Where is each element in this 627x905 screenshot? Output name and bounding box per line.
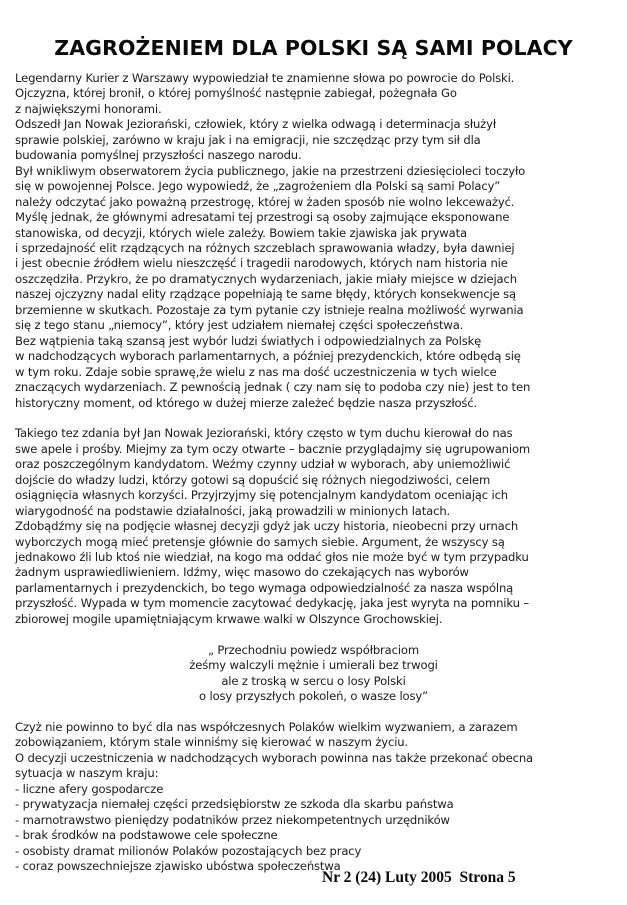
text-line: Legendarny Kurier z Warszawy wypowiedział te znamienne słowa po powrocie do Polski.: [15, 71, 515, 85]
paragraph-conclusion: [15, 720, 615, 782]
text-line: naszej ojczyzny nadal elity rządzące popełniają te same błędy, których konsekwencje są: [15, 287, 516, 302]
text-line: żadnym usprawiedliwieniem. Idźmy, więc masowo do czekających nas wyborów: [15, 565, 469, 580]
text-line: sytuacja w naszym kraju:: [15, 766, 159, 781]
paragraph-gap: [15, 705, 615, 720]
issue-info: Nr 2 (24) Luty 2005: [322, 869, 452, 886]
text-line: wiarygodność na podstawie działalności, jaką prowadzili w minionych latach.: [15, 503, 451, 518]
paragraph-appeal: [15, 426, 615, 627]
list-item: - brak środków na podstawowe cele społeczne: [15, 828, 278, 843]
text-line: znaczących wydarzeniach. Z pewnością jednak ( czy nam się to podoba czy nie) jest to ten: [15, 380, 531, 395]
text-line: budowania pomyślnej przyszłości naszego narodu.: [15, 148, 302, 163]
text-line: w nadchodzących wyborach parlamentarnych, a później prezydenckich, które odbędą się: [15, 349, 521, 364]
paragraph-gap: [15, 411, 615, 426]
text-line: O decyzji uczestniczenia w nadchodzących wyborach powinna nas także przekonać obecna: [15, 750, 534, 765]
text-line: Myślę jednak, że głównymi adresatami tej przestrogi są osoby zajmujące eksponowane: [15, 210, 510, 225]
text-line: przyszłość. Wypada w tym momencie zacytować dedykację, jaka jest wyryta na pomniku –: [15, 596, 529, 611]
text-line: się z tego stanu „niemocy”, który jest udziałem niemałej części społeczeństwa.: [15, 318, 464, 333]
article-title: ZAGROŻENIEM DLA POLSKI SĄ SAMI POLACY: [54, 36, 573, 60]
page-number: Strona 5: [459, 869, 516, 886]
text-line: zbiorowej mogile upamiętniającym krwawe walki w Olszynce Grochowskiej.: [15, 611, 443, 626]
issues-list: [15, 782, 615, 875]
text-line: wyborczych mogą mieć pretensje głównie do samych siebie. Argument, że wszyscy są: [15, 534, 505, 549]
text-line: i sprzedajność elit rządzących na różnych szczeblach sprawowania władzy, była dawniej: [15, 240, 515, 255]
text-line: Zdobądźmy się na podjęcie własnej decyzji gdyż jak uczy historia, nieobecni przy urnach: [15, 519, 519, 534]
text-line: brzemienne w skutkach. Pozostaje za tym pytanie czy istnieje realna możliwość wyrwania: [15, 302, 524, 317]
text-line: stanowiska, od decyzji, których wiele zależy. Bowiem takie zjawiska jak prywata: [15, 225, 467, 240]
paragraph-intro: [15, 71, 615, 411]
poem-line: „ Przechodniu powiedz współbraciom: [207, 642, 420, 657]
poem-line: ale z troską w sercu o losy Polski: [221, 673, 406, 688]
poem-line: o losy przyszłych pokoleń, o wasze losy”: [199, 689, 428, 704]
text-line: Ojczyzna, której bronił, o której pomyślność następnie zabiegał, pożegnała Go: [15, 86, 457, 101]
list-item: - marnotrawstwo pieniędzy podatników przez niekompetentnych urzędników: [15, 812, 450, 827]
text-line: należy odczytać jako poważną przestrogę, której w żaden sposób nie wolno lekceważyć.: [15, 194, 515, 209]
text-line: jednakowo źli lub ktoś nie wiedział, na kogo ma oddać głos nie może być w tym przypadku: [15, 550, 529, 565]
memorial-inscription: [15, 643, 612, 705]
list-item: - liczne afery gospodarcze: [15, 781, 164, 796]
text-line: z największymi honorami.: [15, 101, 162, 116]
paragraph-gap: [15, 627, 615, 642]
text-line: sprawie polskiej, zarówno w kraju jak i na emigracji, nie szczędząc przy tym sił dla: [15, 132, 481, 147]
text-line: Był wnikliwym obserwatorem życia publicznego, jakie na przestrzeni dziesięcioleci toczyło: [15, 163, 526, 178]
text-line: w tym roku. Zdaje sobie sprawę,że wielu z nas ma dość uczestniczenia w tych wielce: [15, 364, 497, 379]
text-line: się w powojennej Polsce. Jego wypowiedź, że „zagrożeniem dla Polski są sami Polacy”: [15, 179, 501, 194]
list-item: - osobisty dramat milionów Polaków pozostających bez pracy: [15, 843, 362, 858]
text-line: i jest obecnie źródłem wielu nieszczęść i tragedii narodowych, których nam historia nie: [15, 256, 508, 271]
text-line: dojście do władzy ludzi, którzy gotowi są dopuścić się różnych niegodziwości, celem: [15, 472, 491, 487]
text-line: parlamentarnych i prezydenckich, bo tego wymaga odpowiedzialność za nasza wspólną: [15, 580, 514, 595]
text-line: Takiego tez zdania był Jan Nowak Jeziorański, który często w tym duchu kierował do nas: [15, 426, 513, 441]
list-item: - coraz powszechniejsze zjawisko ubóstwa społeczeństwa: [15, 859, 341, 874]
article-body: [15, 71, 615, 875]
text-line: zobowiązaniem, którym stale winniśmy się kierować w naszym życiu.: [15, 735, 408, 750]
text-line: swe apele i prośby. Miejmy za tym oczy otwarte – bacznie przyglądajmy się ugrupowaniom: [15, 441, 531, 456]
text-line: osiągnięcia własnych korzyści. Przyjrzyjmy się potencjalnym kandydatom oceniając ich: [15, 488, 508, 503]
text-line: Bez wątpienia taką szansą jest wybór ludzi światłych i odpowiedzialnych za Polskę: [15, 333, 482, 348]
poem-line: żeśmy walczyli mężnie i umierali bez trwogi: [189, 658, 438, 673]
list-item: - prywatyzacja niemałej części przedsiębiorstw ze szkoda dla skarbu państwa: [15, 797, 454, 812]
page-footer: [322, 869, 516, 887]
text-line: oszczędziła. Przykro, że po dramatycznych wydarzeniach, jakie miały miejsce w dziejach: [15, 271, 517, 286]
text-line: Czyż nie powinno to być dla nas współczesnych Polaków wielkim wyzwaniem, a zarazem: [15, 719, 518, 734]
text-line: historyczny moment, od którego w dużej mierze zależeć będzie nasza przyszłość.: [15, 395, 478, 410]
text-line: Odszedł Jan Nowak Jeziorański, człowiek, który z wielka odwagą i determinacja służył: [15, 117, 496, 132]
text-line: oraz poszczególnym kandydatom. Weźmy czynny udział w wyborach, aby uniemożliwić: [15, 457, 511, 472]
